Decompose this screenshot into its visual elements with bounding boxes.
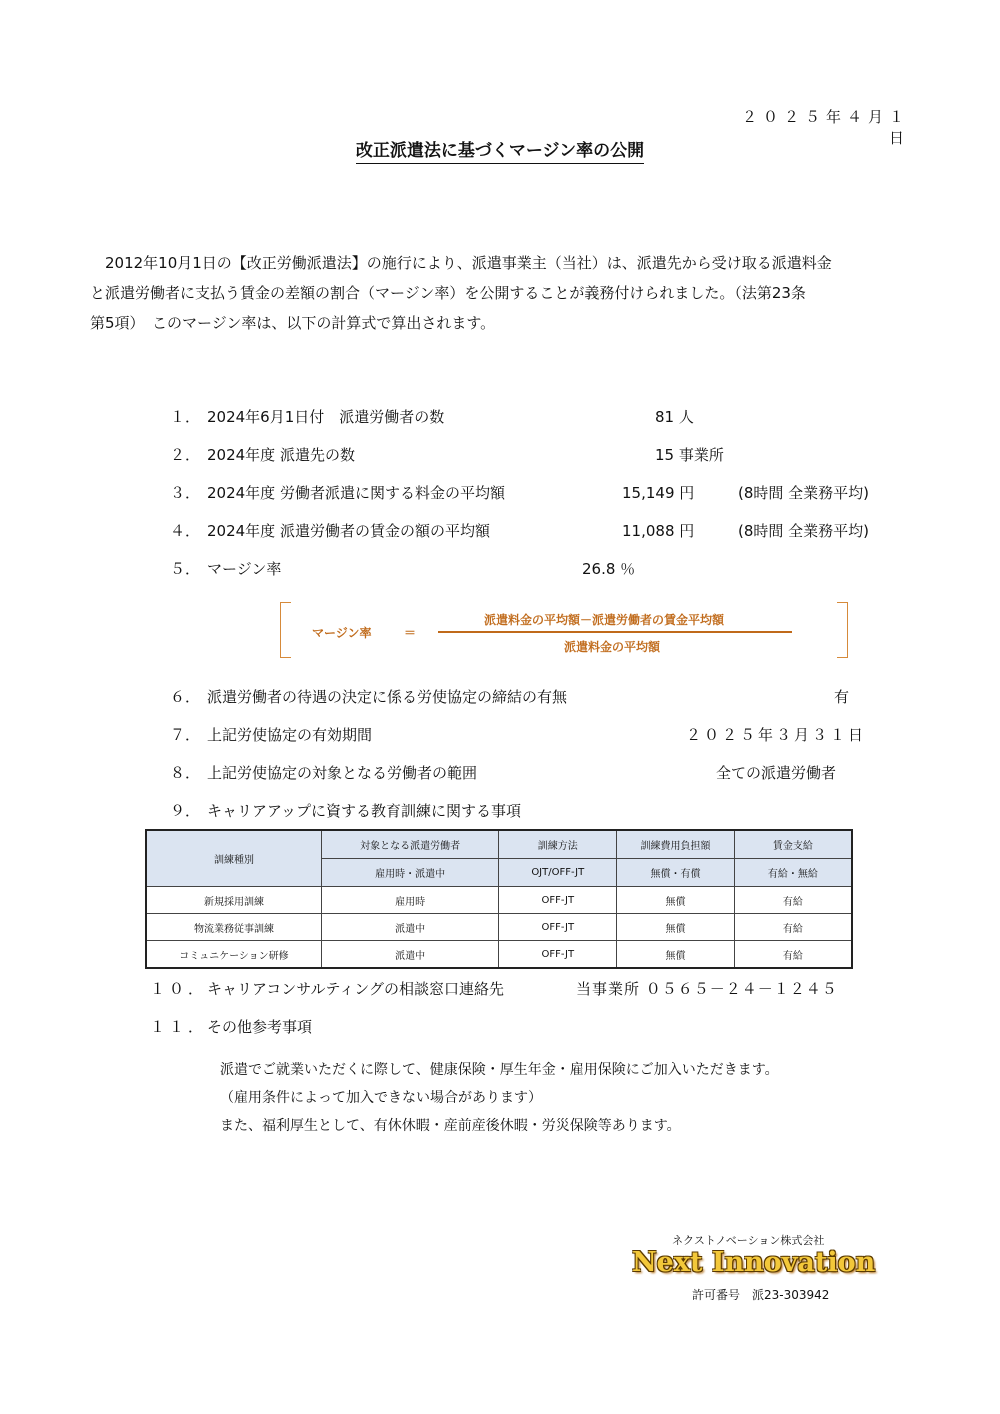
item-value: 15,149 円: [622, 484, 695, 502]
item-note: (8時間 全業務平均): [738, 484, 870, 502]
formula-denominator: 派遣料金の平均額: [564, 640, 661, 654]
table-cell: コミュニケーション研修: [146, 941, 321, 969]
intro-line-3: 第5項） このマージン率は、以下の計算式で算出されます。: [90, 314, 496, 332]
item-label: 2024年6月1日付 派遣労働者の数: [207, 408, 445, 426]
table-header-cell: 訓練種別: [146, 830, 321, 887]
item-row-8: [0, 762, 1000, 786]
item-row-7: [0, 724, 1000, 748]
note-line: また、福利厚生として、有休休暇・産前産後休暇・労災保険等あります。: [220, 1118, 681, 1134]
item-value: 全ての派遣労働者: [716, 764, 837, 782]
margin-formula: [280, 602, 848, 658]
table-header-cell: 無償・有償: [617, 859, 735, 887]
item-label: 2024年度 派遣先の数: [207, 446, 355, 464]
item-note: (8時間 全業務平均): [738, 522, 870, 540]
note-line: （雇用条件によって加入できない場合があります）: [220, 1090, 542, 1106]
table-header-cell: 賃金支給: [734, 830, 852, 859]
table-cell: OFF-JT: [499, 887, 617, 914]
item-number: ８．: [170, 764, 201, 782]
table-cell: 無償: [617, 941, 735, 969]
item-label: 2024年度 派遣労働者の賃金の額の平均額: [207, 522, 490, 540]
company-name: ネクストノベーション株式会社: [672, 1234, 825, 1247]
item-row-2: [0, 444, 1000, 468]
table-row: [146, 914, 852, 941]
intro-line-1: 2012年10月1日の【改正労働派遣法】の施行により、派遣事業主（当社）は、派遣先から受け取る派遣料金: [90, 254, 832, 272]
formula-lhs: マージン率: [312, 626, 372, 640]
formula-equals: ＝: [404, 626, 417, 640]
table-cell: 有給: [734, 887, 852, 914]
item-label: その他参考事項: [207, 1018, 313, 1036]
item-row-5: [0, 558, 1000, 582]
item-row-9: [0, 800, 1000, 824]
item-number: ９．: [170, 802, 201, 820]
item-number: ６．: [170, 688, 201, 706]
item-number: ２．: [170, 446, 201, 464]
intro-line-2: と派遣労働者に支払う賃金の差額の割合（マージン率）を公開することが義務付けられました。（法第23条: [90, 284, 806, 302]
table-header-cell: 雇用時・派遣中: [321, 859, 498, 887]
item-number: ７．: [170, 726, 201, 744]
table-cell: 有給: [734, 941, 852, 969]
item-label: 派遣労働者の待遇の決定に係る労使協定の締結の有無: [207, 688, 568, 706]
item-number: ３．: [170, 484, 201, 502]
table-header-cell: OJT/OFF-JT: [499, 859, 617, 887]
table-cell: OFF-JT: [499, 941, 617, 969]
note-line: 派遣でご就業いただくに際して、健康保険・厚生年金・雇用保険にご加入いただきます。: [220, 1062, 779, 1078]
table-cell: 派遣中: [321, 914, 498, 941]
item-value: 11,088 円: [622, 522, 695, 540]
table-header-cell: 訓練方法: [499, 830, 617, 859]
item-number: １１．: [150, 1018, 208, 1036]
item-label: 上記労使協定の有効期間: [207, 726, 373, 744]
table-cell: OFF-JT: [499, 914, 617, 941]
item-value: 当事業所 ０５６５－２４－１２４５: [576, 980, 838, 998]
table-cell: 物流業務従事訓練: [146, 914, 321, 941]
formula-fraction-line: [438, 631, 792, 633]
table-cell: 派遣中: [321, 941, 498, 969]
item-value: ２０２５年３月３１日: [686, 726, 867, 744]
intro-paragraph: [90, 248, 910, 338]
item-value: 有: [834, 688, 850, 706]
formula-right-bracket: [837, 602, 848, 658]
license-number: 許可番号 派23-303942: [692, 1288, 830, 1302]
item-row-11: [0, 1016, 1000, 1040]
item-number: １０．: [150, 980, 208, 998]
item-row-1: [0, 406, 1000, 430]
item-label: 2024年度 労働者派遣に関する料金の平均額: [207, 484, 505, 502]
formula-left-bracket: [280, 602, 291, 658]
company-logo: Next Innovation: [632, 1247, 876, 1278]
table-header-cell: 対象となる派遣労働者: [321, 830, 498, 859]
training-table: [145, 829, 853, 969]
item-number: １．: [170, 408, 201, 426]
page-title-text: 改正派遣法に基づくマージン率の公開: [356, 141, 644, 164]
table-header-row: [146, 830, 852, 859]
item-number: ４．: [170, 522, 201, 540]
table-cell: 有給: [734, 914, 852, 941]
reference-notes: [220, 1056, 779, 1140]
item-label: キャリアアップに資する教育訓練に関する事項: [207, 802, 521, 820]
item-row-3: [0, 482, 1000, 506]
item-value: 81 人: [655, 408, 694, 426]
table-cell: 新規採用訓練: [146, 887, 321, 914]
formula-numerator: 派遣料金の平均額－派遣労働者の賃金平均額: [484, 613, 725, 627]
document-date: ２０２５年４月１日: [741, 108, 910, 147]
item-label: マージン率: [207, 560, 282, 578]
item-value: 15 事業所: [655, 446, 724, 464]
item-value: 26.8 ％: [582, 560, 636, 578]
item-label: 上記労使協定の対象となる労働者の範囲: [207, 764, 478, 782]
item-row-4: [0, 520, 1000, 544]
table-cell: 無償: [617, 914, 735, 941]
table-header-cell: 訓練費用負担額: [617, 830, 735, 859]
table-cell: 無償: [617, 887, 735, 914]
table-cell: 雇用時: [321, 887, 498, 914]
item-row-10: [0, 978, 1000, 1002]
item-number: ５．: [170, 560, 201, 578]
table-row: [146, 941, 852, 969]
table-header-cell: 有給・無給: [734, 859, 852, 887]
item-row-6: [0, 686, 1000, 710]
item-label: キャリアコンサルティングの相談窓口連絡先: [207, 980, 505, 998]
table-row: [146, 887, 852, 914]
page-title: [0, 136, 1000, 161]
